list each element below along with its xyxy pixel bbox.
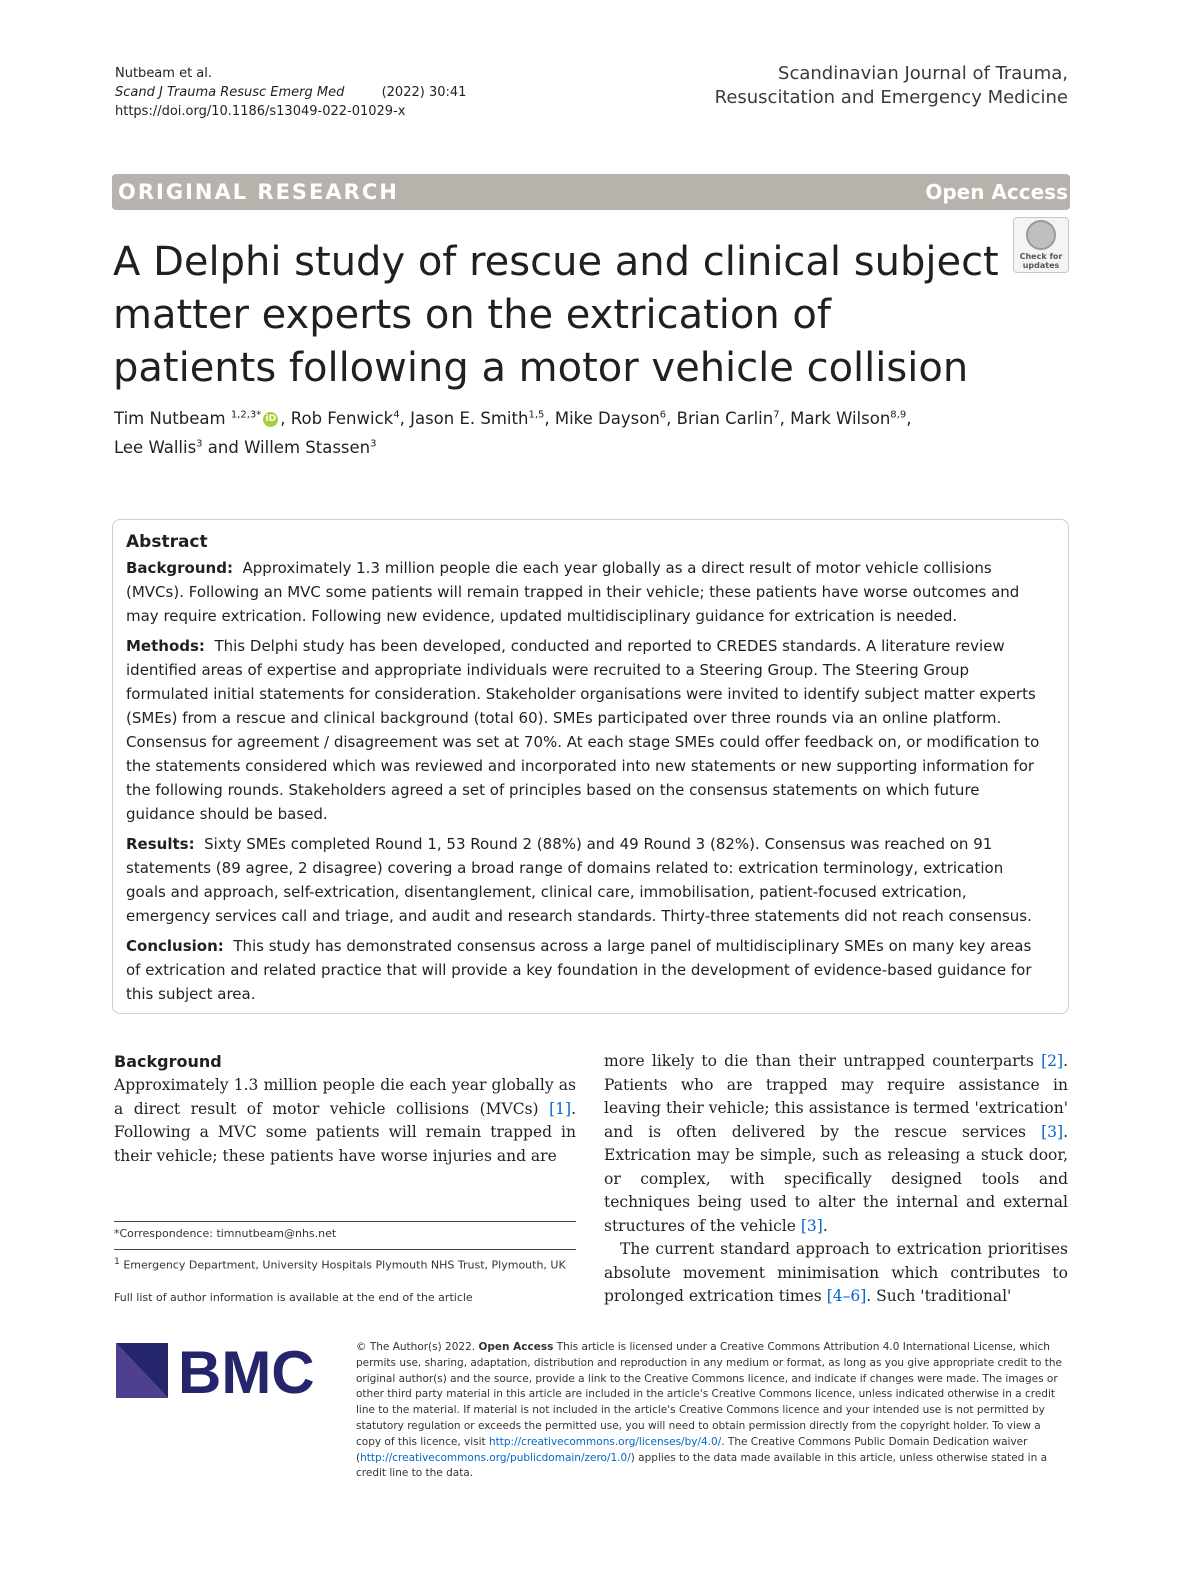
section-text: This study has demonstrated consensus across a large panel of multidisciplinary SMEs on many key areas of extrication and related practice that will provide a key foundation in the development of evidence-based guidance for this subject area. xyxy=(126,937,1032,1003)
body-paragraph xyxy=(604,1238,1068,1309)
body-paragraph xyxy=(604,1050,1068,1238)
section-text: Approximately 1.3 million people die each year globally as a direct result of motor vehicle collisions (MVCs). Following an MVC some patients will remain trapped in their vehicle; these patients have worse outcomes and may require extrication. Following new evidence, updated multidisciplinary guidance for extrication is needed. xyxy=(126,559,1020,625)
citation-link[interactable]: [2] xyxy=(1041,1052,1064,1070)
section-label: Methods: xyxy=(126,637,205,655)
author-name: Rob Fenwick xyxy=(290,409,394,428)
author-affil-sup: 1,5 xyxy=(528,409,545,421)
journal-abbrev: Scand J Trauma Resusc Emerg Med xyxy=(115,85,345,100)
author-name: Jason E. Smith xyxy=(410,409,529,428)
doi-link[interactable]: https://doi.org/10.1186/s13049-022-01029-x xyxy=(115,104,406,119)
body-text: . xyxy=(822,1216,828,1235)
body-text: . Patients who are trapped may require assistance in leaving their vehicle; this assistance is termed 'extrication' and is often delivered by the rescue services xyxy=(604,1052,1068,1141)
abstract-methods xyxy=(126,634,1040,826)
journal-line-1: Scandinavian Journal of Trauma, xyxy=(778,63,1068,84)
abstract-conclusion xyxy=(126,934,1040,1006)
affiliation-text: Emergency Department, University Hospitals Plymouth NHS Trust, Plymouth, UK xyxy=(119,1258,566,1272)
copyright-text: © The Author(s) 2022. xyxy=(356,1341,476,1353)
author-name: Mark Wilson xyxy=(790,409,891,428)
section-text: This Delphi study has been developed, conducted and reported to CREDES standards. A literature review identified areas of expertise and appropriate individuals were recruited to a Steering Group. The Steering Group formulated initial statements for consideration. Stakeholder organisations were invited to identify subject matter experts (SMEs) from a rescue and clinical background (total 60). SMEs participated over three rounds via an online platform. Consensus for agreement / disagreement was set at 70%. At each stage SMEs could offer feedback on, or modification to the statements considered which was reviewed and incorporated into new statements or new supporting information for the following rounds. Stakeholders agreed a set of principles based on the consensus statements on which future guidance should be based. xyxy=(126,637,1040,823)
license-text: ) applies to the data made available in this article, unless otherwise stated in a credit line to the data. xyxy=(356,1451,1048,1480)
crossmark-icon xyxy=(1026,220,1056,250)
cc-zero-link[interactable]: http://creativecommons.org/publicdomain/zero/1.0/ xyxy=(360,1451,631,1464)
correspondence-note: *Correspondence: timnutbeam@nhs.net xyxy=(114,1227,337,1240)
cc-by-link[interactable]: http://creativecommons.org/licenses/by/4.0/ xyxy=(488,1435,722,1448)
body-column-right xyxy=(604,1050,1068,1309)
authors-short: Nutbeam et al. xyxy=(115,66,213,81)
journal-line-2: Resuscitation and Emergency Medicine xyxy=(714,87,1068,108)
affil-sup: 1 xyxy=(114,1256,120,1267)
citation-link[interactable]: [1] xyxy=(549,1099,572,1118)
license-text: This article is licensed under a Creative Commons Attribution 4.0 International License, which permits use, sharing, adaptation, distribution and reproduction in any medium or format, as long as you give appropriate credit to the original author(s) and the source, provide a link to the Creative Commons licence, and indicate if changes were made. The images or other third party material in this article are included in the article's Creative Commons licence, unless indicated otherwise in a credit line to the material. If material is not included in the article's Creative Commons licence and your intended use is not permitted by statutory regulation or exceeds the permitted use, you will need to obtain permission directly from the copyright holder. To view a copy of this licence, visit xyxy=(356,1341,1062,1448)
body-text: . Extrication may be simple, such as releasing a stuck door, or complex, with specifically designed tools and techniques being used to alter the internal and external structures of the vehicle xyxy=(604,1122,1068,1235)
author-name: Lee Wallis xyxy=(114,438,197,457)
author-affil-sup: 1,2,3* xyxy=(230,409,262,421)
author-name: Tim Nutbeam xyxy=(114,409,226,428)
author-affil-sup: 3 xyxy=(196,438,203,450)
body-text: Approximately 1.3 million people die each year globally as a direct result of motor vehicle collisions (MVCs) xyxy=(114,1076,576,1118)
citation-block xyxy=(115,64,466,121)
author-name: Mike Dayson xyxy=(554,409,660,428)
citation-link[interactable]: [3] xyxy=(800,1216,823,1235)
section-text: Sixty SMEs completed Round 1, 53 Round 2 (88%) and 49 Round 3 (82%). Consensus was reached on 91 statements (89 agree, 2 disagree) covering a broad range of domains related to: extrication terminology, extrication goals and approach, self-extrication, disentanglement, clinical care, immobilisation, patient-focused extrication, emergency services call and triage, and audit and research standards. Thirty-three statements did not reach consensus. xyxy=(126,835,1032,925)
article-type: ORIGINAL RESEARCH xyxy=(118,180,399,204)
article-type-banner xyxy=(112,174,1070,210)
body-text: more likely to die than their untrapped counterparts xyxy=(604,1052,1042,1070)
article-title: A Delphi study of rescue and clinical subject matter experts on the extrication of patients following a motor vehicle collision xyxy=(113,239,999,391)
citation-link[interactable]: [3] xyxy=(1041,1122,1064,1141)
body-column-left xyxy=(114,1050,576,1168)
year-volume: (2022) 30:41 xyxy=(381,85,467,100)
journal-name xyxy=(715,62,1068,110)
author-affil-sup: 6 xyxy=(659,409,667,421)
footnote-divider xyxy=(114,1249,576,1250)
crossmark-label: Check for updates xyxy=(1019,252,1063,270)
section-label: Results: xyxy=(126,835,195,853)
affiliation-note xyxy=(114,1254,576,1274)
abstract-box xyxy=(112,519,1069,1014)
orcid-icon[interactable]: iD xyxy=(263,412,278,427)
author-info-note: Full list of author information is available at the end of the article xyxy=(114,1291,473,1304)
author-affil-sup: 8,9 xyxy=(890,409,907,421)
section-label: Conclusion: xyxy=(126,937,224,955)
license-text: . The Creative Commons Public Domain Dedication waiver ( xyxy=(356,1435,1028,1464)
open-access-bold: Open Access xyxy=(478,1341,554,1353)
author-name: Brian Carlin xyxy=(676,409,774,428)
author-affil-sup: 3 xyxy=(370,438,377,450)
body-text: The current standard approach to extrication prioritises absolute movement minimisation which contributes to prolonged extrication times xyxy=(604,1240,1068,1305)
author-name: Willem Stassen xyxy=(244,438,371,457)
abstract-background xyxy=(126,556,1040,628)
citation-link[interactable]: [4–6] xyxy=(826,1287,867,1305)
bmc-logo-text: BMC xyxy=(178,1343,315,1398)
abstract-heading: Abstract xyxy=(126,532,208,552)
author-list: Tim Nutbeam $^{1,2,3*}$ iD , Rob Fenwick$^4$, Jason E. Smith$^{1,5}$, Mike Dayson$^6$, Brian Carlin$^7$, Mark Wilson$^{8,9}$, Lee Wallis$^3$ and Willem Stassen$^3$ xyxy=(114,409,912,457)
section-heading-background: Background xyxy=(114,1052,222,1071)
author-affil-sup: 7 xyxy=(773,409,780,421)
body-text: . Following a MVC some patients will remain trapped in their vehicle; these patients have worse injuries and are xyxy=(114,1099,576,1165)
author-affil-sup: 4 xyxy=(393,409,400,421)
abstract-results xyxy=(126,832,1040,928)
open-access-label: Open Access xyxy=(925,180,1068,204)
section-label: Background: xyxy=(126,559,233,577)
check-for-updates-badge[interactable] xyxy=(1013,217,1069,273)
footnote-divider xyxy=(114,1221,576,1222)
license-statement xyxy=(356,1340,1068,1482)
body-text: . Such 'traditional' xyxy=(866,1287,1012,1305)
bmc-logo xyxy=(116,1343,328,1398)
